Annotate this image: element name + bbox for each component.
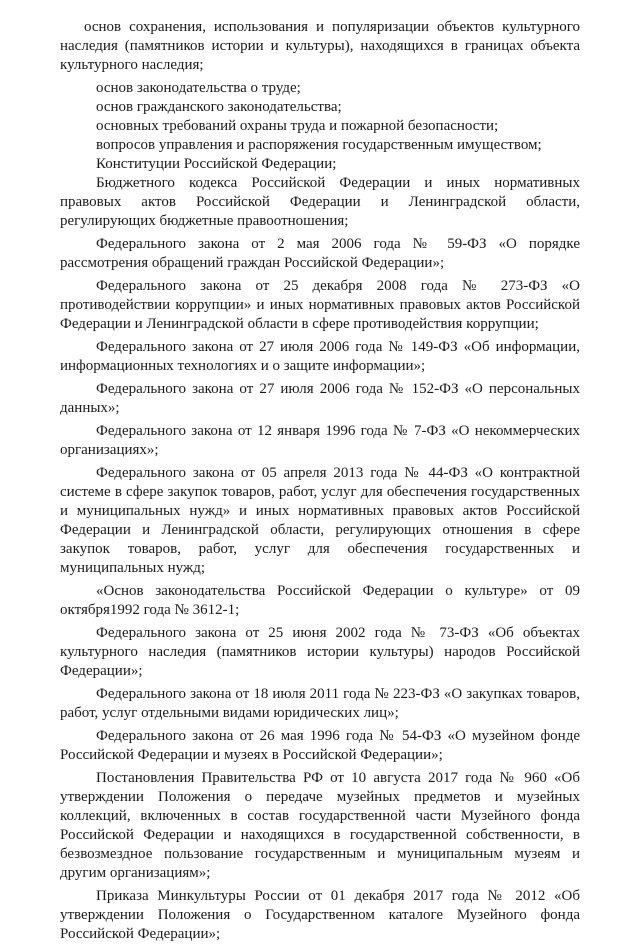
paragraph-resolution-960: Постановления Правительства РФ от 10 августа 2017 года № 960 «Об утверждении Положения о передаче музейных предметов и музейных коллекций, включенных в состав государственной части Музейного фонда Российской Федерации и находящихся в государственной собственности, в безвозмездное пользование государственным и муниципальным музеям и другим организациям»;: [60, 770, 580, 881]
paragraph-order-2012: Приказа Минкультуры России от 01 декабря 2017 года № 2012 «Об утверждении Положения о Государственном каталоге Музейного фонда Российской Федерации»;: [60, 888, 580, 942]
paragraph-culture-law: «Основ законодательства Российской Федерации о культуре» от 09 октября1992 года № 3612-1;: [60, 583, 580, 618]
paragraph-law-149: Федерального закона от 27 июля 2006 года № 149-ФЗ «Об информации, информационных технологиях и о защите информации»;: [60, 339, 580, 374]
paragraph-labor-law: основ законодательства о труде;: [96, 80, 301, 96]
paragraph-state-property: вопросов управления и распоряжения государственным имуществом;: [96, 137, 542, 153]
paragraph-law-73: Федерального закона от 25 июня 2002 года № 73-ФЗ «Об объектах культурного наследия (памятников истории культуры) народов Российской Федерации»;: [60, 625, 580, 679]
paragraph-law-223: Федерального закона от 18 июля 2011 года № 223-ФЗ «О закупках товаров, работ, услуг отдельными видами юридических лиц»;: [60, 686, 580, 721]
paragraph-law-273: Федерального закона от 25 декабря 2008 года № 273-ФЗ «О противодействии коррупции» и иных нормативных правовых актов Российской Федерации и Ленинградской области в сфере противодействия коррупции;: [60, 278, 580, 332]
paragraph-law-7: Федерального закона от 12 января 1996 года № 7-ФЗ «О некоммерческих организациях»;: [60, 423, 580, 458]
paragraph-law-152: Федерального закона от 27 июля 2006 года № 152-ФЗ «О персональных данных»;: [60, 381, 580, 416]
paragraph-law-44: Федерального закона от 05 апреля 2013 года № 44-ФЗ «О контрактной системе в сфере закупок товаров, работ, услуг для обеспечения государственных и муниципальных нужд» и иных нормативных правовых актов Российской Федерации и Ленинградской области, регулирующих отношения в сфере закупок товаров, работ, услуг для обеспечения государственных и муниципальных нужд;: [60, 465, 580, 576]
paragraph-law-54: Федерального закона от 26 мая 1996 года № 54-ФЗ «О музейном фонде Российской Федерации и музеях в Российской Федерации»;: [60, 728, 580, 763]
paragraph-safety: основных требований охраны труда и пожарной безопасности;: [96, 118, 499, 134]
paragraph-cultural-heritage: основ сохранения, использования и популяризации объектов культурного наследия (памятников истории и культуры), находящихся в границах объекта культурного наследия;: [60, 19, 580, 73]
paragraph-law-59: Федерального закона от 2 мая 2006 года № 59-ФЗ «О порядке рассмотрения обращений граждан Российской Федерации»;: [60, 236, 580, 271]
paragraph-constitution: Конституции Российской Федерации;: [96, 156, 337, 172]
paragraph-civil-law: основ гражданского законодательства;: [96, 99, 342, 115]
paragraph-budget-code: Бюджетного кодекса Российской Федерации и иных нормативных правовых актов Российской Федерации и Ленинградской области, регулирующих бюджетные правоотношения;: [60, 175, 580, 229]
